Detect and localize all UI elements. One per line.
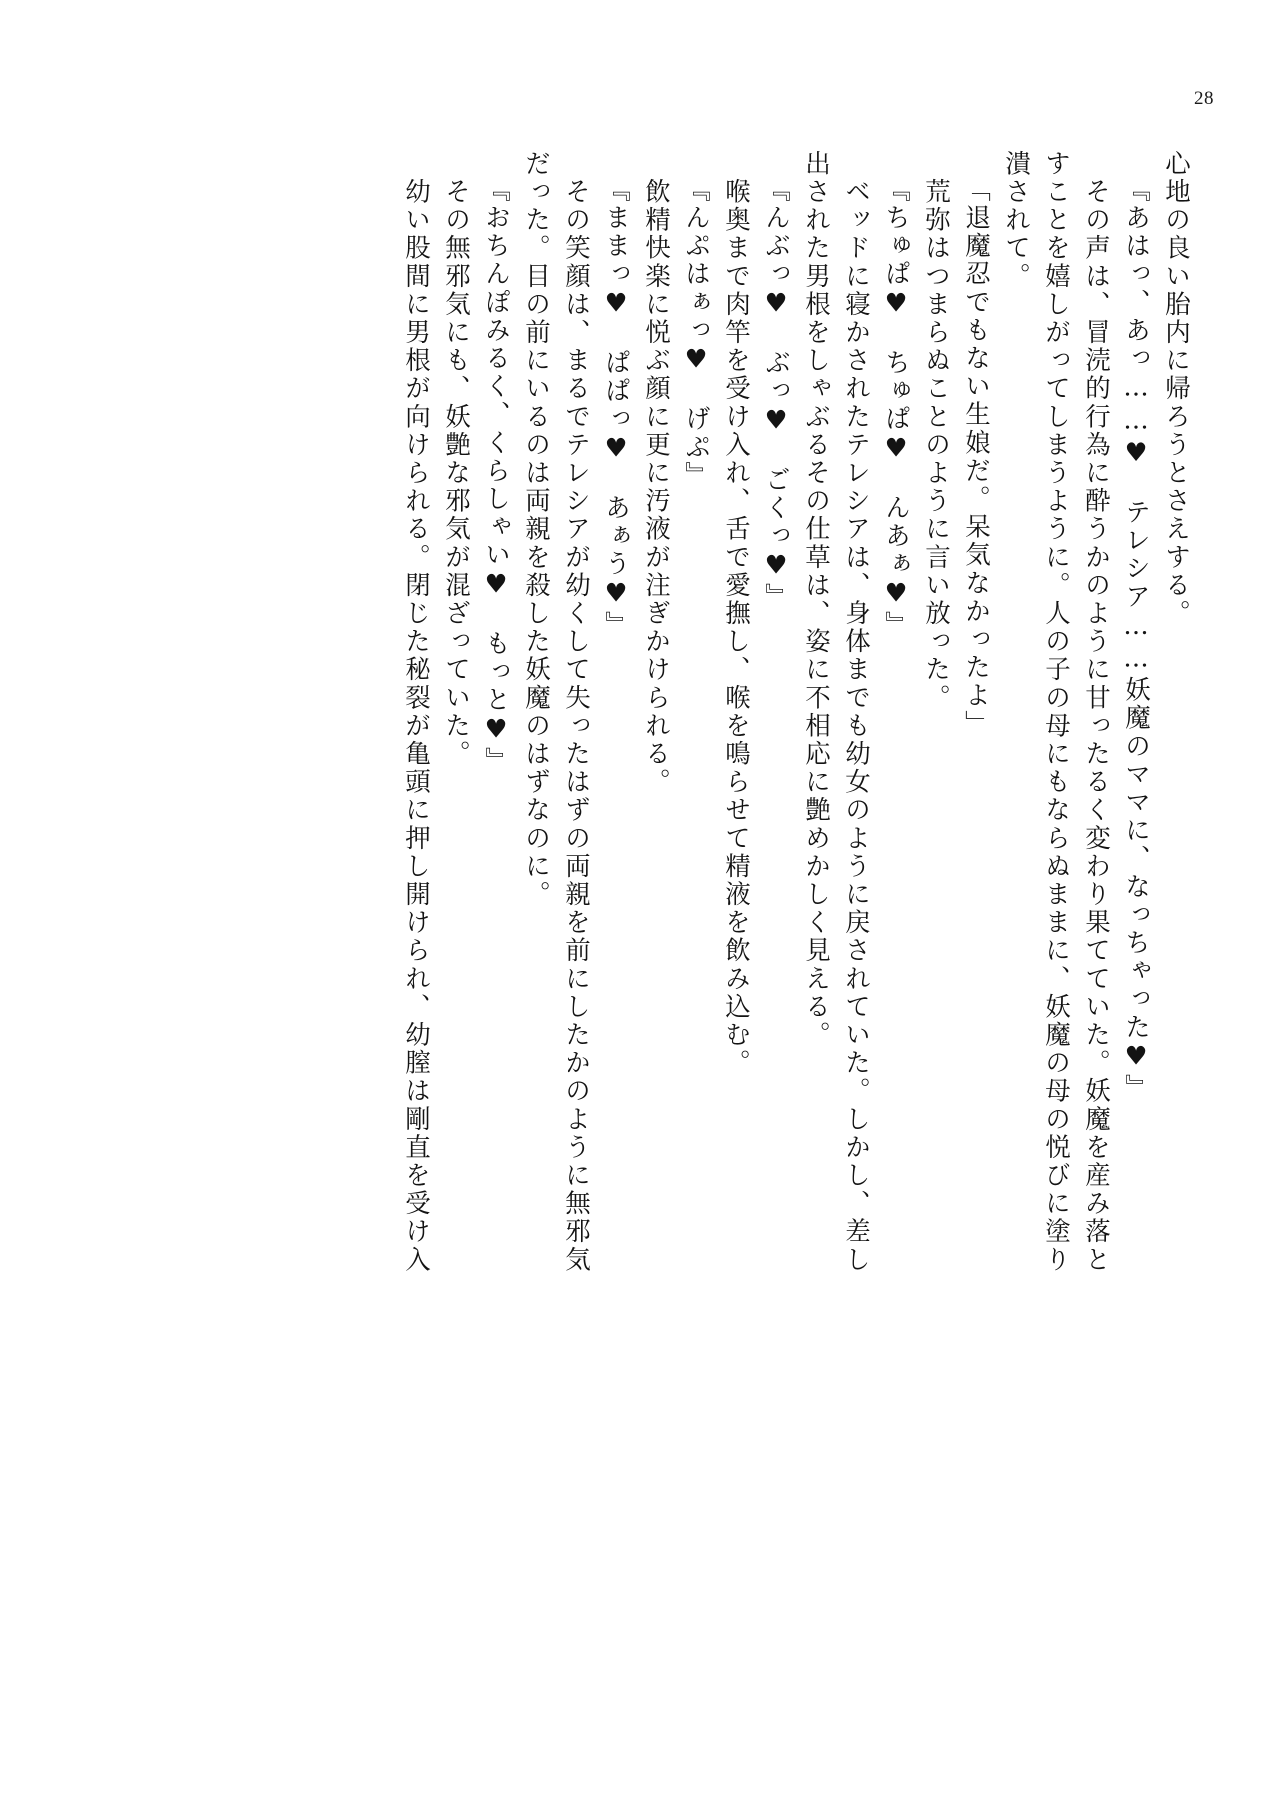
text-line: 『んぷはぁっ♥ げぷ』 xyxy=(681,176,711,490)
text-line: その笑顔は、まるでテレシアが幼くして失ったはずの両親を前にしたかのように無邪気 xyxy=(561,150,591,1274)
text-line: 心地の良い胎内に帰ろうとさえする。 xyxy=(1161,150,1191,628)
text-line: その無邪気にも、妖艶な邪気が混ざっていた。 xyxy=(441,150,471,769)
text-line: 『おちんぽみるく、くらしゃい♥ もっと♥』 xyxy=(481,176,511,776)
text-line: 『あはっ、あっ……♥ テレシア……妖魔のママに、なっちゃった♥』 xyxy=(1121,176,1151,1103)
text-line: だった。目の前にいるのは両親を殺した妖魔のはずなのに。 xyxy=(521,150,551,909)
text-line: 『ちゅぱ♥ ちゅぱ♥ んあぁ♥』 xyxy=(881,176,911,640)
text-line: すことを嬉しがってしまうように。人の子の母にもならぬままに、妖魔の母の悦びに塗り xyxy=(1041,150,1071,1274)
page-number: 28 xyxy=(1194,88,1214,109)
text-line: 潰されて。 xyxy=(1001,150,1031,291)
text-line: その声は、冒涜的行為に酔うかのように甘ったるく変わり果てていた。妖魔を産み落と xyxy=(1081,150,1111,1274)
text-line: 幼い股間に男根が向けられる。閉じた秘裂が亀頭に押し開けられ、幼膣は剛直を受け入 xyxy=(401,150,431,1274)
vertical-text-body xyxy=(112,150,1191,1590)
text-line: 『んぶっ♥ ぶっ♥ ごくっ♥』 xyxy=(761,176,791,611)
text-line: ベッドに寝かされたテレシアは、身体までも幼女のように戻されていた。しかし、差し xyxy=(841,150,871,1274)
text-line: 飲精快楽に悦ぶ顔に更に汚液が注ぎかけられる。 xyxy=(641,150,671,797)
text-line: 「退魔忍でもない生娘だ。呆気なかったよ」 xyxy=(961,176,991,738)
text-line: 喉奥まで肉竿を受け入れ、舌で愛撫し、喉を鳴らせて精液を飲み込む。 xyxy=(721,150,751,1078)
text-line: 荒弥はつまらぬことのように言い放った。 xyxy=(921,150,951,712)
text-line: 出された男根をしゃぶるその仕草は、姿に不相応に艶めかしく見える。 xyxy=(801,150,831,1050)
text-line: 『ままっ♥ ぱぱっ♥ あぁう♥』 xyxy=(601,176,631,640)
